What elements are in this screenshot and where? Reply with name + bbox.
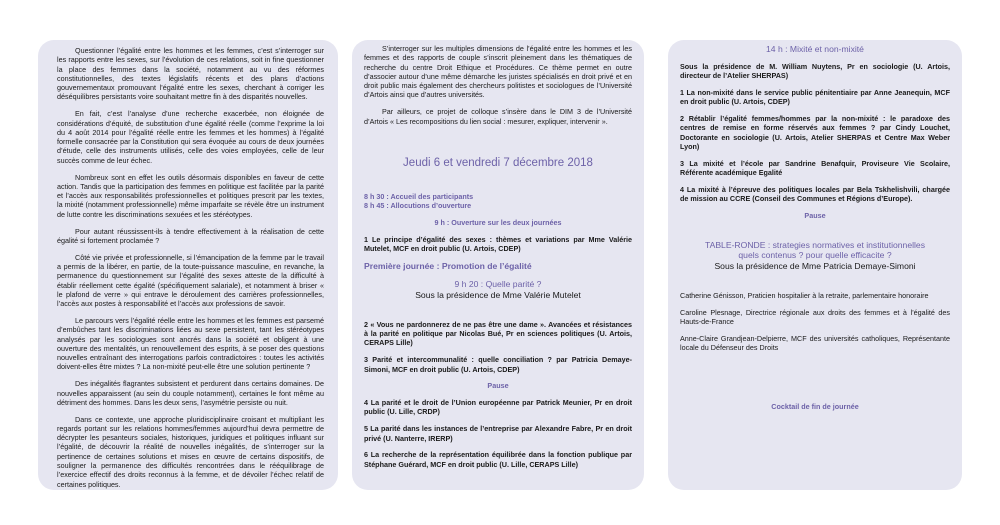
paragraph: Nombreux sont en effet les outils désormais disponibles en faveur de cette action. Tandis que la participation des femmes en politique est facilitée par la parité et l’accès aux responsabilités professionnelles et politiques prescrit par les textes, la mixité (notamment professionnelle) même imparfaite se révèle être un instrument de lutte contre les discriminations sexuées et les stéréotypes. bbox=[57, 172, 324, 219]
paragraph: S’interroger sur les multiples dimensions de l’égalité entre les hommes et les femmes et des rapports de couple s’inscrit pleinement dans les thématiques de recherche du centre Droit Ethique et Procédures. Ce thème permet en outre d’associer autour d’une même démarche les juristes spécialisés en droit privé et en droit public mais également des chercheurs politistes et sociologues de l’Université d’Artois ainsi que d’autres universités. bbox=[364, 44, 632, 100]
schedule-allocutions: 8 h 45 : Allocutions d’ouverture bbox=[364, 201, 472, 211]
talk-item: 4 La parité et le droit de l’Union européenne par Patrick Meunier, Pr en droit public (U. Lille, CRDP) bbox=[364, 398, 632, 417]
day-one-heading: Première journée : Promotion de l’égalité bbox=[364, 260, 532, 271]
program-panel-morning bbox=[352, 40, 644, 490]
panelist: Caroline Plesnage, Directrice régionale aux droits des femmes et à l’égalité des Hauts-de-France bbox=[680, 307, 950, 326]
paragraph: En fait, c’est l’analyse d’une recherche exacerbée, non éloignée de considérations d’équité, de substitution d’une égalité réelle (comme l’exprime la loi du 4 août 2014 pour l’égalité réelle entre les femmes et les hommes) à l’égalité formelle consacrée par la Constitution qui sera évoquée au cours de deux journées d’étude, celle des instruments utilisés, celle des voies employées, celle de leur succès comme de leur échec. bbox=[57, 109, 324, 165]
session-heading: 9 h 20 : Quelle parité ? bbox=[454, 279, 542, 290]
talk-item: 2 Rétablir l’égalité femmes/hommes par la non-mixité : le paradoxe des centres de remise en forme réservés aux femmes ? par Cindy Louchet, Doctorante en sociologie (U. Artois, Atelier SHERPAS et Centre Max Weber Lyon) bbox=[680, 114, 950, 152]
talk-item: 2 « Vous ne pardonnerez de ne pas être une dame ». Avancées et résistances à la parité en politique par Nicolas Bué, Pr en sciences politiques (U. Artois, CERAPS Lille) bbox=[364, 319, 632, 348]
talk-item: 3 La mixité et l’école par Sandrine Benafquir, Proviseure Vie Scolaire, Référente académique Egalité bbox=[680, 158, 950, 178]
paragraph: Le parcours vers l’égalité réelle entre les hommes et les femmes est parsemé d’embûches tant les discriminations liées au sexe persistent, tant les stéréotypes analysés par les sociologues sont ancrés dans la société et obligent à une ouverture des mentalités, un renouvellement des esprits, à se poser des questions nouvelles entraînant des interrogations parfois contradictoires : toutes les activités doivent-elles être mixtes ? La non-mixité peut-elle être une solution pertinente ? bbox=[57, 315, 324, 372]
talk-item: 1 La non-mixité dans le service public pénitentiaire par Anne Jeanequin, MCF en droit public (U. Artois, CDEP) bbox=[680, 88, 950, 107]
schedule-ouverture: 9 h : Ouverture sur les deux journées bbox=[434, 217, 562, 227]
panelist: Catherine Génisson, Praticien hospitalier à la retraite, parlementaire honoraire bbox=[680, 290, 929, 300]
session-presidence: Sous la présidence de Mme Valérie Mutelet bbox=[415, 289, 581, 300]
paragraph: Pour autant réussissent-ils à tendre effectivement à la réalisation de cette égalité si fortement proclamée ? bbox=[57, 226, 324, 245]
session-presidence: Sous la présidence de M. William Nuytens, Pr en sociologie (U. Artois, directeur de l’Atelier SHERPAS) bbox=[680, 62, 950, 81]
talk-item: 6 La recherche de la représentation équilibrée dans la fonction publique par Stéphane Guérard, MCF en droit public (U. Lille, CERAPS Lille) bbox=[364, 450, 632, 469]
paragraph: Questionner l’égalité entre les hommes et les femmes, c’est s’interroger sur les rapports entre les sexes, sur l’évolution de ces relations, soit in fine questionner la place des femmes dans la société, notamment au vu des réformes constitutionnelles, des textes législatifs récents et des plans d’actions gouvernementaux promouvant l’égalité entre les sexes, cherchant à corriger les déséquilibres persistants voire souhaitant mettre fin à des disparités nouvelles. bbox=[57, 46, 324, 102]
table-ronde-presidence: Sous la présidence de Mme Patricia Demaye-Simoni bbox=[714, 260, 916, 271]
panelist: Anne-Claire Grandjean-Delpierre, MCF des universités catholiques, Représentante locale du Défenseur des Droits bbox=[680, 333, 950, 353]
cocktail-label: Cocktail de fin de journée bbox=[771, 401, 859, 411]
pause-label: Pause bbox=[487, 381, 509, 391]
event-date-heading: Jeudi 6 et vendredi 7 décembre 2018 bbox=[403, 156, 593, 169]
talk-item: 1 Le principe d’égalité des sexes : thèmes et variations par Mme Valérie Mutelet, MCF en droit public (U. Artois, CDEP) bbox=[364, 234, 632, 254]
paragraph: Côté vie privée et professionnelle, si l’émancipation de la femme par le travail a permis de la libérer, en partie, de la toute-puissance masculine, en revanche, la permanence du questionnement sur l’égalité des sexes atteste de la difficulté à établir réellement cette égalité (spécifiquement salariale), et notamment à briser « le plafond de verre » qui entrave le déroulement des carrières professionnelles, l’accès aux postes à responsabilité et l’accès aux professions de savoir. bbox=[57, 252, 324, 309]
schedule-accueil: 8 h 30 : Accueil des participants bbox=[364, 191, 474, 201]
talk-item: 5 La parité dans les instances de l’entreprise par Alexandre Fabre, Pr en droit privé (U. Nanterre, IRERP) bbox=[364, 424, 632, 443]
intro-panel bbox=[38, 40, 338, 490]
table-ronde-subtitle: quels contenus ? pour quelle efficacite ? bbox=[738, 250, 892, 261]
paragraph: Par ailleurs, ce projet de colloque s’insère dans le DIM 3 de l’Université d’Artois « Les recompositions du lien social : mesurer, expliquer, intervenir ». bbox=[364, 107, 632, 126]
talk-item: 4 La mixité à l’épreuve des politiques locales par Bela Tskhelishvili, chargée de mission au CCRE (Conseil des Communes et Régions d’Europe). bbox=[680, 184, 950, 204]
pause-label: Pause bbox=[804, 211, 826, 221]
program-panel-afternoon bbox=[668, 40, 962, 490]
afternoon-heading: 14 h : Mixité et non-mixité bbox=[766, 44, 864, 54]
paragraph: Des inégalités flagrantes subsistent et perdurent dans certains domaines. De nouvelles apparaissent (au sein du couple notamment), certaines le font même au détriment des hommes. Dans les deux sens, l’asymétrie persiste ou nuit. bbox=[57, 379, 324, 407]
talk-item: 3 Parité et intercommunalité : quelle conciliation ? par Patricia Demaye-Simoni, MCF en droit public (U. Artois, CDEP) bbox=[364, 355, 632, 374]
table-ronde-title: TABLE-RONDE : strategies normatives et institutionnelles bbox=[704, 239, 926, 250]
paragraph: Dans ce contexte, une approche pluridisciplinaire croisant et multipliant les regards portant sur les relations hommes/femmes aujourd’hui devra permettre de décrypter les pesanteurs sociales, historiques, juridiques et politiques influant sur l’égalité, de découvrir la réalité de nouvelles inégalités, de s’interroger sur la pertinence de certaines solutions et mises en œuvre de certains dispositifs, de souligner la permanence des difficultés rencontrées dans le rééquilibrage de l’exercice effectif des droits reconnus à la femme, et de dévoiler l’échec relatif de certaines politiques. bbox=[57, 414, 324, 489]
